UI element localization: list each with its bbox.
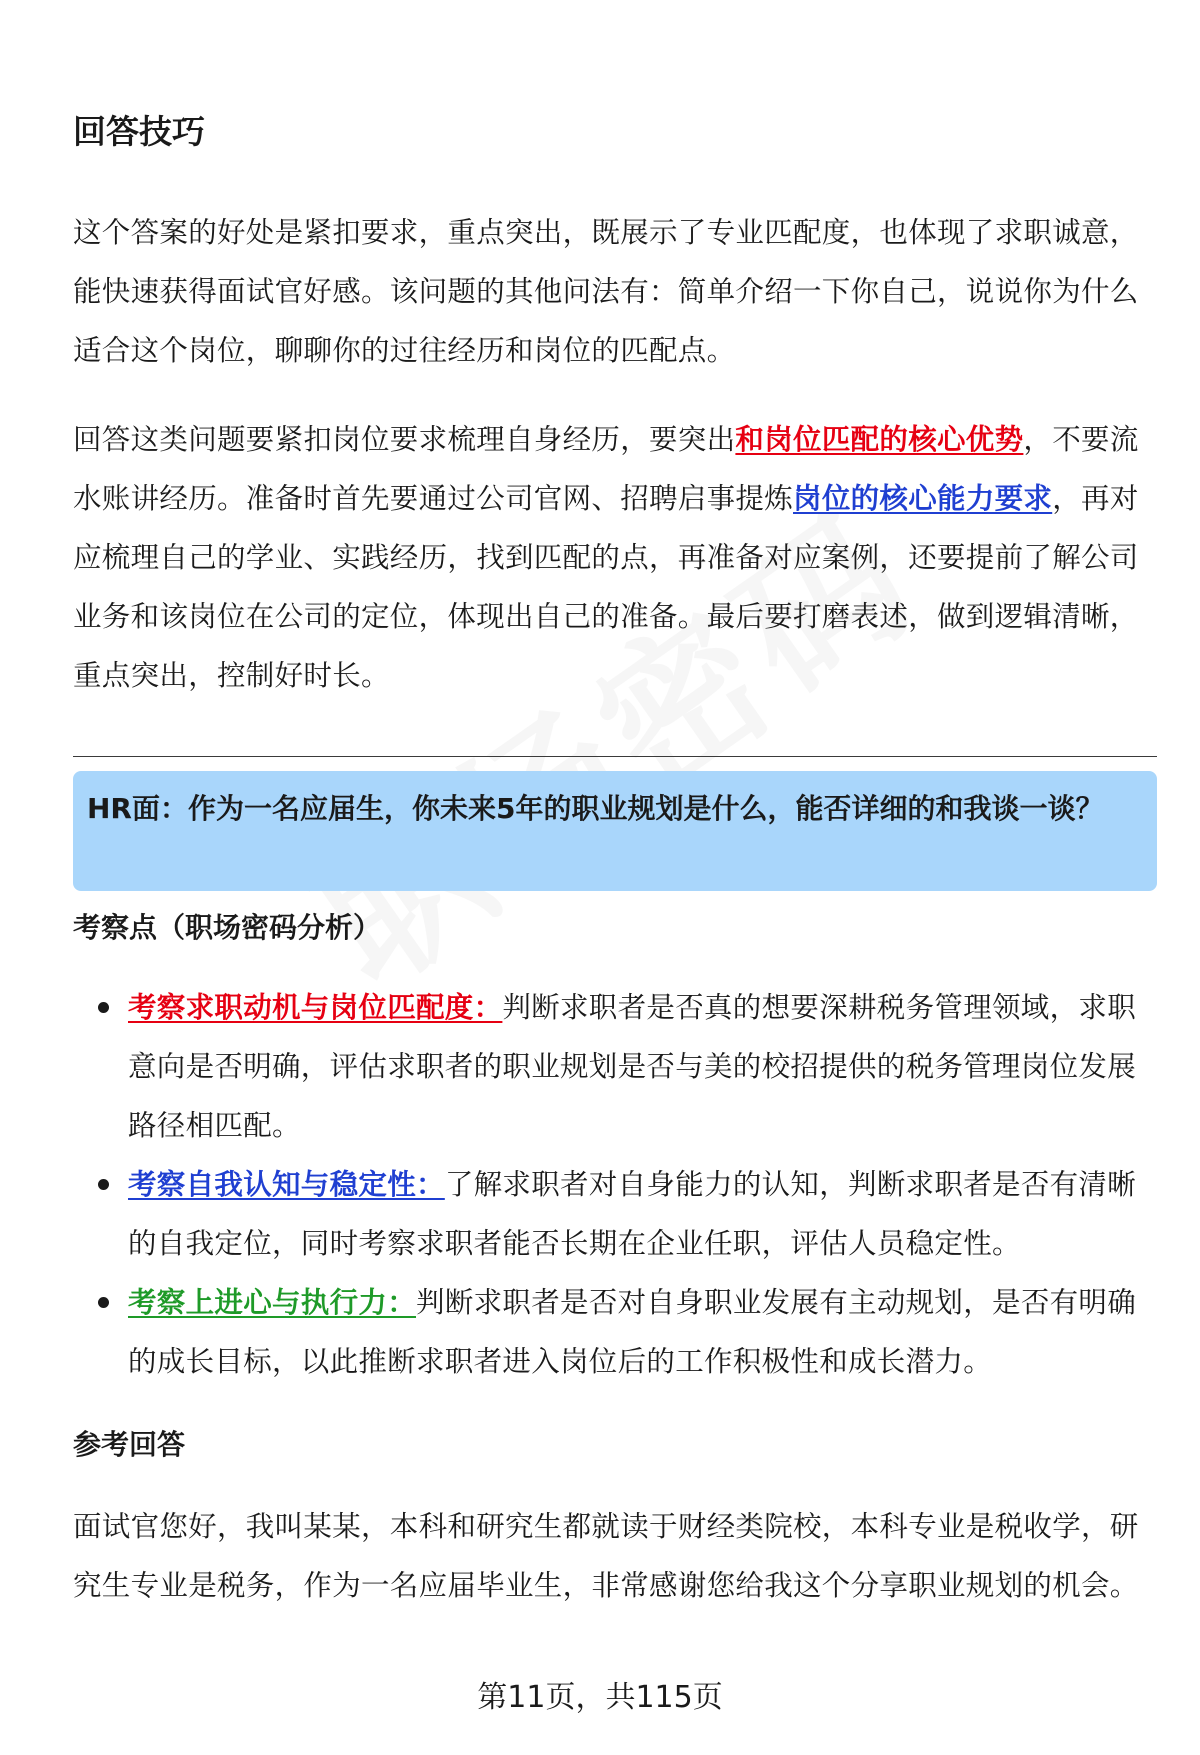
method-text-1: 回答这类问题要紧扣岗位要求梳理自身经历，要突出: [73, 423, 736, 456]
section-divider: [73, 756, 1157, 757]
examine-points-heading: 考察点（职场密码分析）: [73, 911, 382, 944]
highlight-core-advantage: 和岗位匹配的核心优势: [735, 423, 1024, 456]
page-number: 第11页，共115页: [477, 1680, 723, 1715]
list-item: [73, 978, 1157, 1155]
method-text-3: ，再对应梳理自己的学业、实践经历，找到匹配的点，再准备对应案例，还要提前了解公司业务和该岗位在公司的定位，体现出自己的准备。最后要打磨表述，做到逻辑清晰，重点突出，控制好时长。: [73, 482, 1139, 692]
bullet-icon: [98, 1179, 109, 1190]
answer-tip-paragraph: 这个答案的好处是紧扣要求，重点突出，既展示了专业匹配度，也体现了求职诚意，能快速获得面试官好感。该问题的其他问法有：简单介绍一下你自己，说说你为什么适合这个岗位，聊聊你的过往经历和岗位的匹配点。: [73, 216, 1139, 367]
reference-answer-heading: 参考回答: [73, 1428, 186, 1461]
question-box: [73, 771, 1157, 891]
list-item: [73, 1155, 1157, 1273]
bullet-icon: [98, 1002, 109, 1013]
list-item: [73, 1273, 1157, 1391]
section-title: 回答技巧: [73, 112, 205, 151]
examine-points-list: [73, 978, 1157, 1391]
bullet-text: 了解求职者对自身能力的认知，判断求职者是否有清晰的自我定位，同时考察求职者能否长期在企业任职，评估人员稳定性。: [128, 1168, 1137, 1260]
bullet-text: 判断求职者是否真的想要深耕税务管理领域，求职意向是否明确，评估求职者的职业规划是否与美的校招提供的税务管理岗位发展路径相匹配。: [128, 991, 1137, 1142]
method-text-2: ，不要流水账讲经历。准备时首先要通过公司官网、招聘启事提炼: [73, 423, 1139, 515]
question-text: HR面：作为一名应届生，你未来5年的职业规划是什么，能否详细的和我谈一谈？: [87, 792, 1104, 825]
bullet-title: 考察自我认知与稳定性：: [128, 1168, 445, 1201]
highlight-core-ability: 岗位的核心能力要求: [793, 482, 1053, 515]
answer-method-paragraph: [73, 410, 1153, 705]
reference-answer-paragraph: 面试官您好，我叫某某，本科和研究生都就读于财经类院校，本科专业是税收学，研究生专业是税务，作为一名应届毕业生，非常感谢您给我这个分享职业规划的机会。: [73, 1510, 1139, 1602]
bullet-text: 判断求职者是否对自身职业发展有主动规划，是否有明确的成长目标，以此推断求职者进入岗位后的工作积极性和成长潜力。: [128, 1286, 1137, 1378]
bullet-title: 考察上进心与执行力：: [128, 1286, 417, 1319]
bullet-icon: [98, 1297, 109, 1308]
bullet-title: 考察求职动机与岗位匹配度：: [128, 991, 503, 1024]
